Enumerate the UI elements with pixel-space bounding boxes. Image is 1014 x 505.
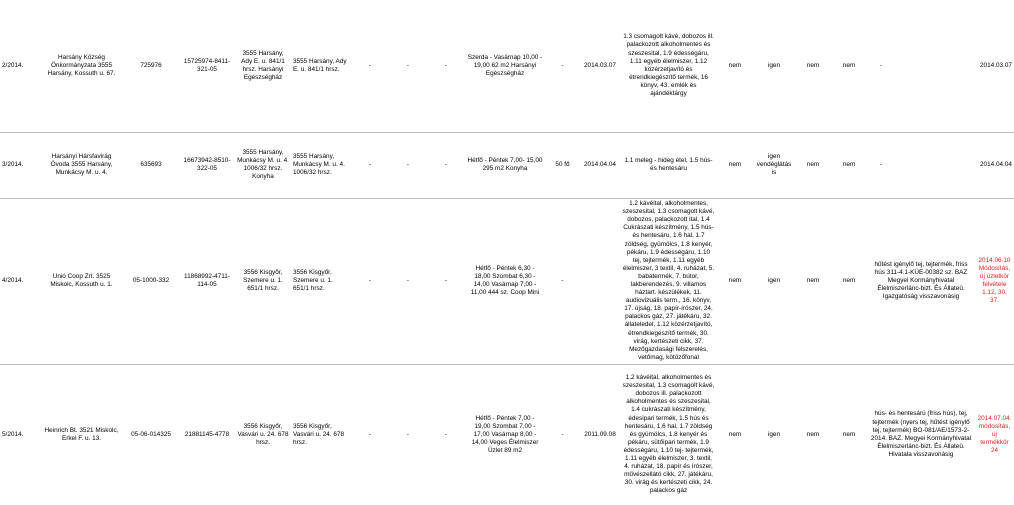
empty-cell-9: - bbox=[427, 198, 465, 364]
table-row bbox=[0, 132, 1014, 198]
start-date-cell: 2014.04.04 bbox=[580, 132, 620, 198]
registration-number: 725976 bbox=[140, 61, 162, 69]
opening-hours-cell: Hétfő - Péntek 7,00- 15,00 295 m2 Konyha bbox=[465, 132, 545, 198]
empty-cell-8: - bbox=[389, 198, 427, 364]
table-row bbox=[0, 0, 1014, 132]
empty-cell-8: - bbox=[389, 132, 427, 198]
flag-4: nem bbox=[842, 61, 856, 69]
flag-3: nem bbox=[806, 61, 820, 69]
operator-cell: Harsányi Hársfavirág Óvoda 3555 Harsány, Munkácsy M. u. 4. bbox=[40, 132, 123, 198]
tax-number: 11868992-4711-114-05 bbox=[179, 198, 235, 364]
flag-1: nem bbox=[728, 61, 742, 69]
table-row bbox=[0, 198, 1014, 364]
start-date-cell: 2014.03.07 bbox=[584, 61, 616, 69]
location-cell: 3556 Kisgyőr, Szemere u. 1. 651/1 hrsz. bbox=[291, 198, 351, 364]
operator-cell: Unió Coop Zrt. 3525 Miskolc, Kossuth u. 1. bbox=[40, 198, 123, 364]
flag-3: nem bbox=[795, 132, 831, 198]
seat-cell: 3555 Harsány, Munkácsy M. u. 4. 1006/32 hrsz. Konyha bbox=[235, 132, 291, 198]
flag-2: igen bbox=[767, 61, 781, 69]
flag-3: nem bbox=[795, 364, 831, 505]
opening-hours-cell: Hétfő - Péntek 6,30 - 18,00 Szombat 6,30 - 14,00 Vasárnap 7,00 - 11,00 444 sz. Coop Mini bbox=[465, 198, 545, 364]
opening-hours-cell: Szerda - Vasárnap 10,00 - 19,00 62 m2 Harsányi Egészségház bbox=[467, 53, 543, 77]
products-cell: 1.1 meleg - hideg étel, 1.5 hús- és hentesáru bbox=[620, 132, 717, 198]
empty-cell-7: - bbox=[351, 364, 389, 505]
flag-4: nem bbox=[831, 364, 867, 505]
seats-cell: 50 fő bbox=[545, 132, 580, 198]
change-date-cell: 2014.04.04 bbox=[895, 132, 1014, 198]
seats-cell: - bbox=[561, 61, 564, 69]
flag-4: nem bbox=[831, 132, 867, 198]
operator-cell: Harsány Község Önkormányzata 3555 Harsány, Kossuth u. 67. bbox=[47, 53, 116, 77]
operator-cell: Heinrich Bt. 3521 Miskolc, Erkel F. u. 13. bbox=[40, 364, 123, 505]
registration-number: 635693 bbox=[123, 132, 179, 198]
empty-cell-7: - bbox=[368, 61, 372, 69]
tax-number: 15725974-8411-321-05 bbox=[183, 57, 231, 73]
seats-cell: - bbox=[545, 364, 580, 505]
empty-cell-8: - bbox=[406, 61, 410, 69]
flag-1: nem bbox=[717, 364, 753, 505]
row-id: 2/2014. bbox=[2, 61, 24, 69]
empty-cell-9: - bbox=[427, 364, 465, 505]
seat-cell: 3556 Kisgyőr, Szemere u. 1. 651/1 hrsz. bbox=[235, 198, 291, 364]
tax-number: 21881145-4778 bbox=[179, 364, 235, 505]
seat-cell: 3555 Harsány, Ady E. u. 841/1 hrsz. Harsányi Egészségház bbox=[241, 49, 285, 81]
seat-cell: 3556 Kisgyőr, Vasvári u. 24. 678 hrsz. bbox=[235, 364, 291, 505]
flag-5: - bbox=[867, 132, 895, 198]
row-id: 3/2014. bbox=[0, 132, 40, 198]
seats-cell: - bbox=[545, 198, 580, 364]
row-id: 5/2014. bbox=[0, 364, 40, 505]
flag-2: igen vendéglátás is bbox=[753, 132, 795, 198]
flag-2: igen bbox=[753, 198, 795, 364]
registration-number: 05-1000-332 bbox=[123, 198, 179, 364]
flag-5: - bbox=[879, 61, 883, 69]
flag-2: igen bbox=[753, 364, 795, 505]
empty-cell-7: - bbox=[351, 198, 389, 364]
empty-cell-8: - bbox=[389, 364, 427, 505]
flag-5: hús- és hentesárú (friss hús), tej, tejtermék (nyers tej, hűtést igénylő tej, tejtermék) BO-081/AE/1573-2-2014. BAZ. Megyei Kormányhivatal Élelmiszerlánc-bizt. És Állateü. Hivatala visszavonásig bbox=[867, 364, 975, 505]
tax-number: 16673942-8510-322-05 bbox=[179, 132, 235, 198]
registration-number: 05-06-014325 bbox=[123, 364, 179, 505]
location-cell: 3555 Harsány, Ady E. u. 841/1 hrsz. bbox=[293, 57, 347, 73]
flag-5: hűtést igénylő tej, tejtermék, friss hús 311-4.1-KÜE-00382 sz. BAZ Megyei Kormányhivatal Élelmiszerlánc-bizt. És Állateü. Igazgatóság visszavonásig bbox=[867, 198, 975, 364]
location-cell: 3555 Harsány, Munkácsy M. u. 4. 1006/32 hrsz. bbox=[291, 132, 351, 198]
products-cell: 1.2 kávéital, alkoholmentes és szeszesital, 1.3 csomagolt kávé, dobozos ill. palackozott alkoholmentes és szeszesital, 1.4 cukrászati készítmény, édesipari termék, 1.5 hús és hentesáru, 1.6 hal, 1.7 zöldség és gyümölcs, 1.8 kenyér és pékáru, sütőipari termék, 1.9 édességáru, 1.10 tej- tejtermék, 1.11 egyéb élelmiszer, 3. textil, 4. ruházat, 18. papír és írószer, művészellátó cikk, 27. játékáru, 30. virág és kertészeti cikk, 24. palackos gáz bbox=[620, 364, 717, 505]
change-date-cell: 2014.07.04. módosítás, új termékkör 24 bbox=[975, 364, 1014, 505]
location-cell: 3556 Kisgyőr, Vasvári u. 24. 678 hrsz. bbox=[291, 364, 351, 505]
empty-cell-7: - bbox=[351, 132, 389, 198]
row-id: 4/2014. bbox=[0, 198, 40, 364]
flag-4: nem bbox=[831, 198, 867, 364]
table-row bbox=[0, 364, 1014, 505]
start-date-cell bbox=[580, 198, 620, 364]
empty-cell-9: - bbox=[427, 132, 465, 198]
start-date-cell: 2011.09.08 bbox=[580, 364, 620, 505]
opening-hours-cell: Hétfő - Péntek 7,00 - 19,00 Szombat 7,00 - 17,00 Vasárnap 8,00 - 14,00 Veges Élelmiszer Üzlet 89 m2 bbox=[465, 364, 545, 505]
flag-1: nem bbox=[717, 198, 753, 364]
change-date-cell: 2014.03.07 bbox=[980, 61, 1012, 69]
products-cell: 1.3 csomagolt kávé, dobozos ill. palackozott alkoholmentes és szeszesital, 1.9 édességáru, 1.11 egyéb élelmiszer, 1.12 közérzetjavító és étrendkiegészítő termék, 16 könyv, 43. emlék és ajándéktárgy bbox=[623, 33, 714, 98]
flag-1: nem bbox=[717, 132, 753, 198]
change-date-cell: 2014.06.10 Módosítás, új üzletkör felvétele 1.12, 30, 37. bbox=[975, 198, 1014, 364]
products-cell: 1.2 kávéital, alkoholmentes, szeszesital, 1.3 csomagolt kávé, dobozos, palackozott ital, 1.4 Cukrászati készítmény, 1.5 hús- és hentesáru, 1.6 hal, 1.7 zöldség, gyümölcs, 1.8 kenyér, pékáru, 1.9 édességáru, 1.10 tej, tejtermék, 1.11 egyéb élelmiszer, 3 textil, 4. ruházat, 5. babatermék, 7. bútor, lakberendezés, 9. villamos háztart. készülékek, 11. audiovizuális term., 16. könyv, 17. újság, 18. papír-írószer, 24. palackos gáz, 27. játékáru, 32. állateledel, 1.12 közérzetjavító, étrendkiegészítő termék, 30. virág, kertészeti cikk, 37. Mezőgazdasági felszerelés, vetőmag, kötözőfonal bbox=[620, 198, 717, 364]
empty-cell-9: - bbox=[444, 61, 448, 69]
flag-3: nem bbox=[795, 198, 831, 364]
